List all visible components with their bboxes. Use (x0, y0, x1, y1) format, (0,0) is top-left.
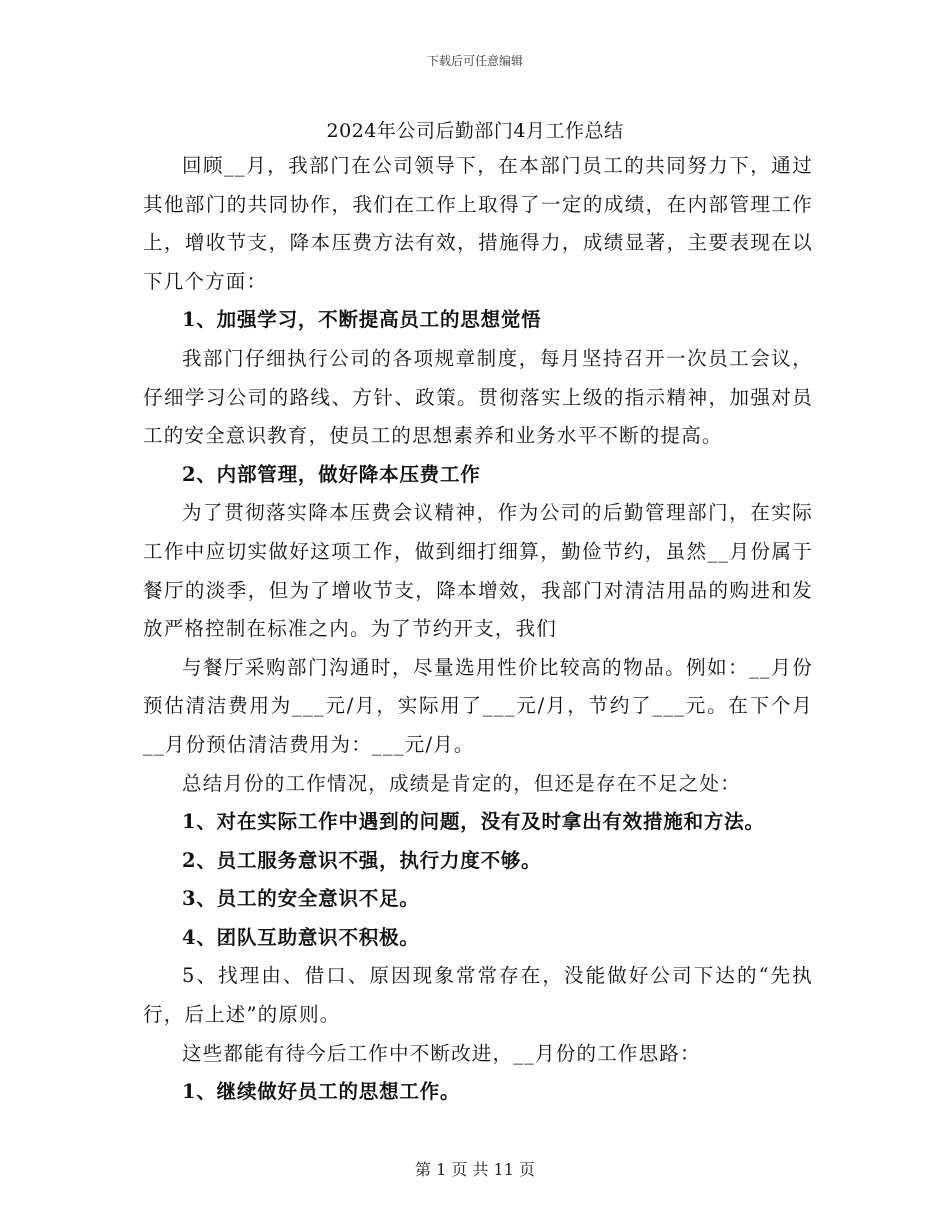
section-heading-2: 2、内部管理，做好降本压费工作 (182, 462, 481, 486)
improvement-paragraph: 这些都能有待今后工作中不断改进，__月份的工作思路： (182, 1041, 701, 1065)
shortcoming-item-5: 5、找理由、借口、原因现象常常存在，没能做好公司下达的“先执行，后上述”的原则。 (143, 964, 813, 1027)
document-body (143, 147, 813, 1112)
summary-paragraph: 总结月份的工作情况，成绩是肯定的，但还是存在不足之处： (182, 771, 741, 795)
section-2-paragraph-1: 为了贯彻落实降本压费会议精神，作为公司的后勤管理部门，在实际工作中应切实做好这项工作，做到细打细算，勤俭节约，虽然__月份属于餐厅的淡季，但为了增收节支，降本增效，我部门对清洁用品的购进和发放严格控制在标准之内。为了节约开支，我们 (143, 501, 813, 641)
shortcoming-item-2: 2、员工服务意识不强，执行力度不够。 (182, 848, 542, 872)
shortcoming-item-1: 1、对在实际工作中遇到的问题，没有及时拿出有效措施和方法。 (182, 810, 765, 834)
section-heading-1: 1、加强学习，不断提高员工的思想觉悟 (182, 308, 542, 332)
section-1-paragraph: 我部门仔细执行公司的各项规章制度，每月坚持召开一次员工会议，仔细学习公司的路线、方针、政策。贯彻落实上级的指示精神，加强对员工的安全意识教育，使员工的思想素养和业务水平不断的提高。 (143, 346, 813, 448)
document-title: 2024年公司后勤部门4月工作总结 (326, 120, 624, 142)
page-header-note: 下载后可任意编辑 (426, 54, 523, 68)
page-number: 第 1 页 共 11 页 (415, 1160, 535, 1179)
plan-item-1: 1、继续做好员工的思想工作。 (182, 1080, 461, 1104)
intro-paragraph: 回顾__月，我部门在公司领导下，在本部门员工的共同努力下，通过其他部门的共同协作，我们在工作上取得了一定的成绩，在内部管理工作上，增收节支，降本压费方法有效，措施得力，成绩显著，主要表现在以下几个方面： (143, 154, 813, 293)
shortcoming-item-4: 4、团队互助意识不积极。 (182, 925, 420, 949)
section-2-paragraph-2: 与餐厅采购部门沟通时，尽量选用性价比较高的物品。例如：__月份预估清洁费用为___元/月，实际用了___元/月，节约了___元。在下个月__月份预估清洁费用为：___元/月。 (143, 655, 813, 756)
shortcoming-item-3: 3、员工的安全意识不足。 (182, 887, 420, 911)
